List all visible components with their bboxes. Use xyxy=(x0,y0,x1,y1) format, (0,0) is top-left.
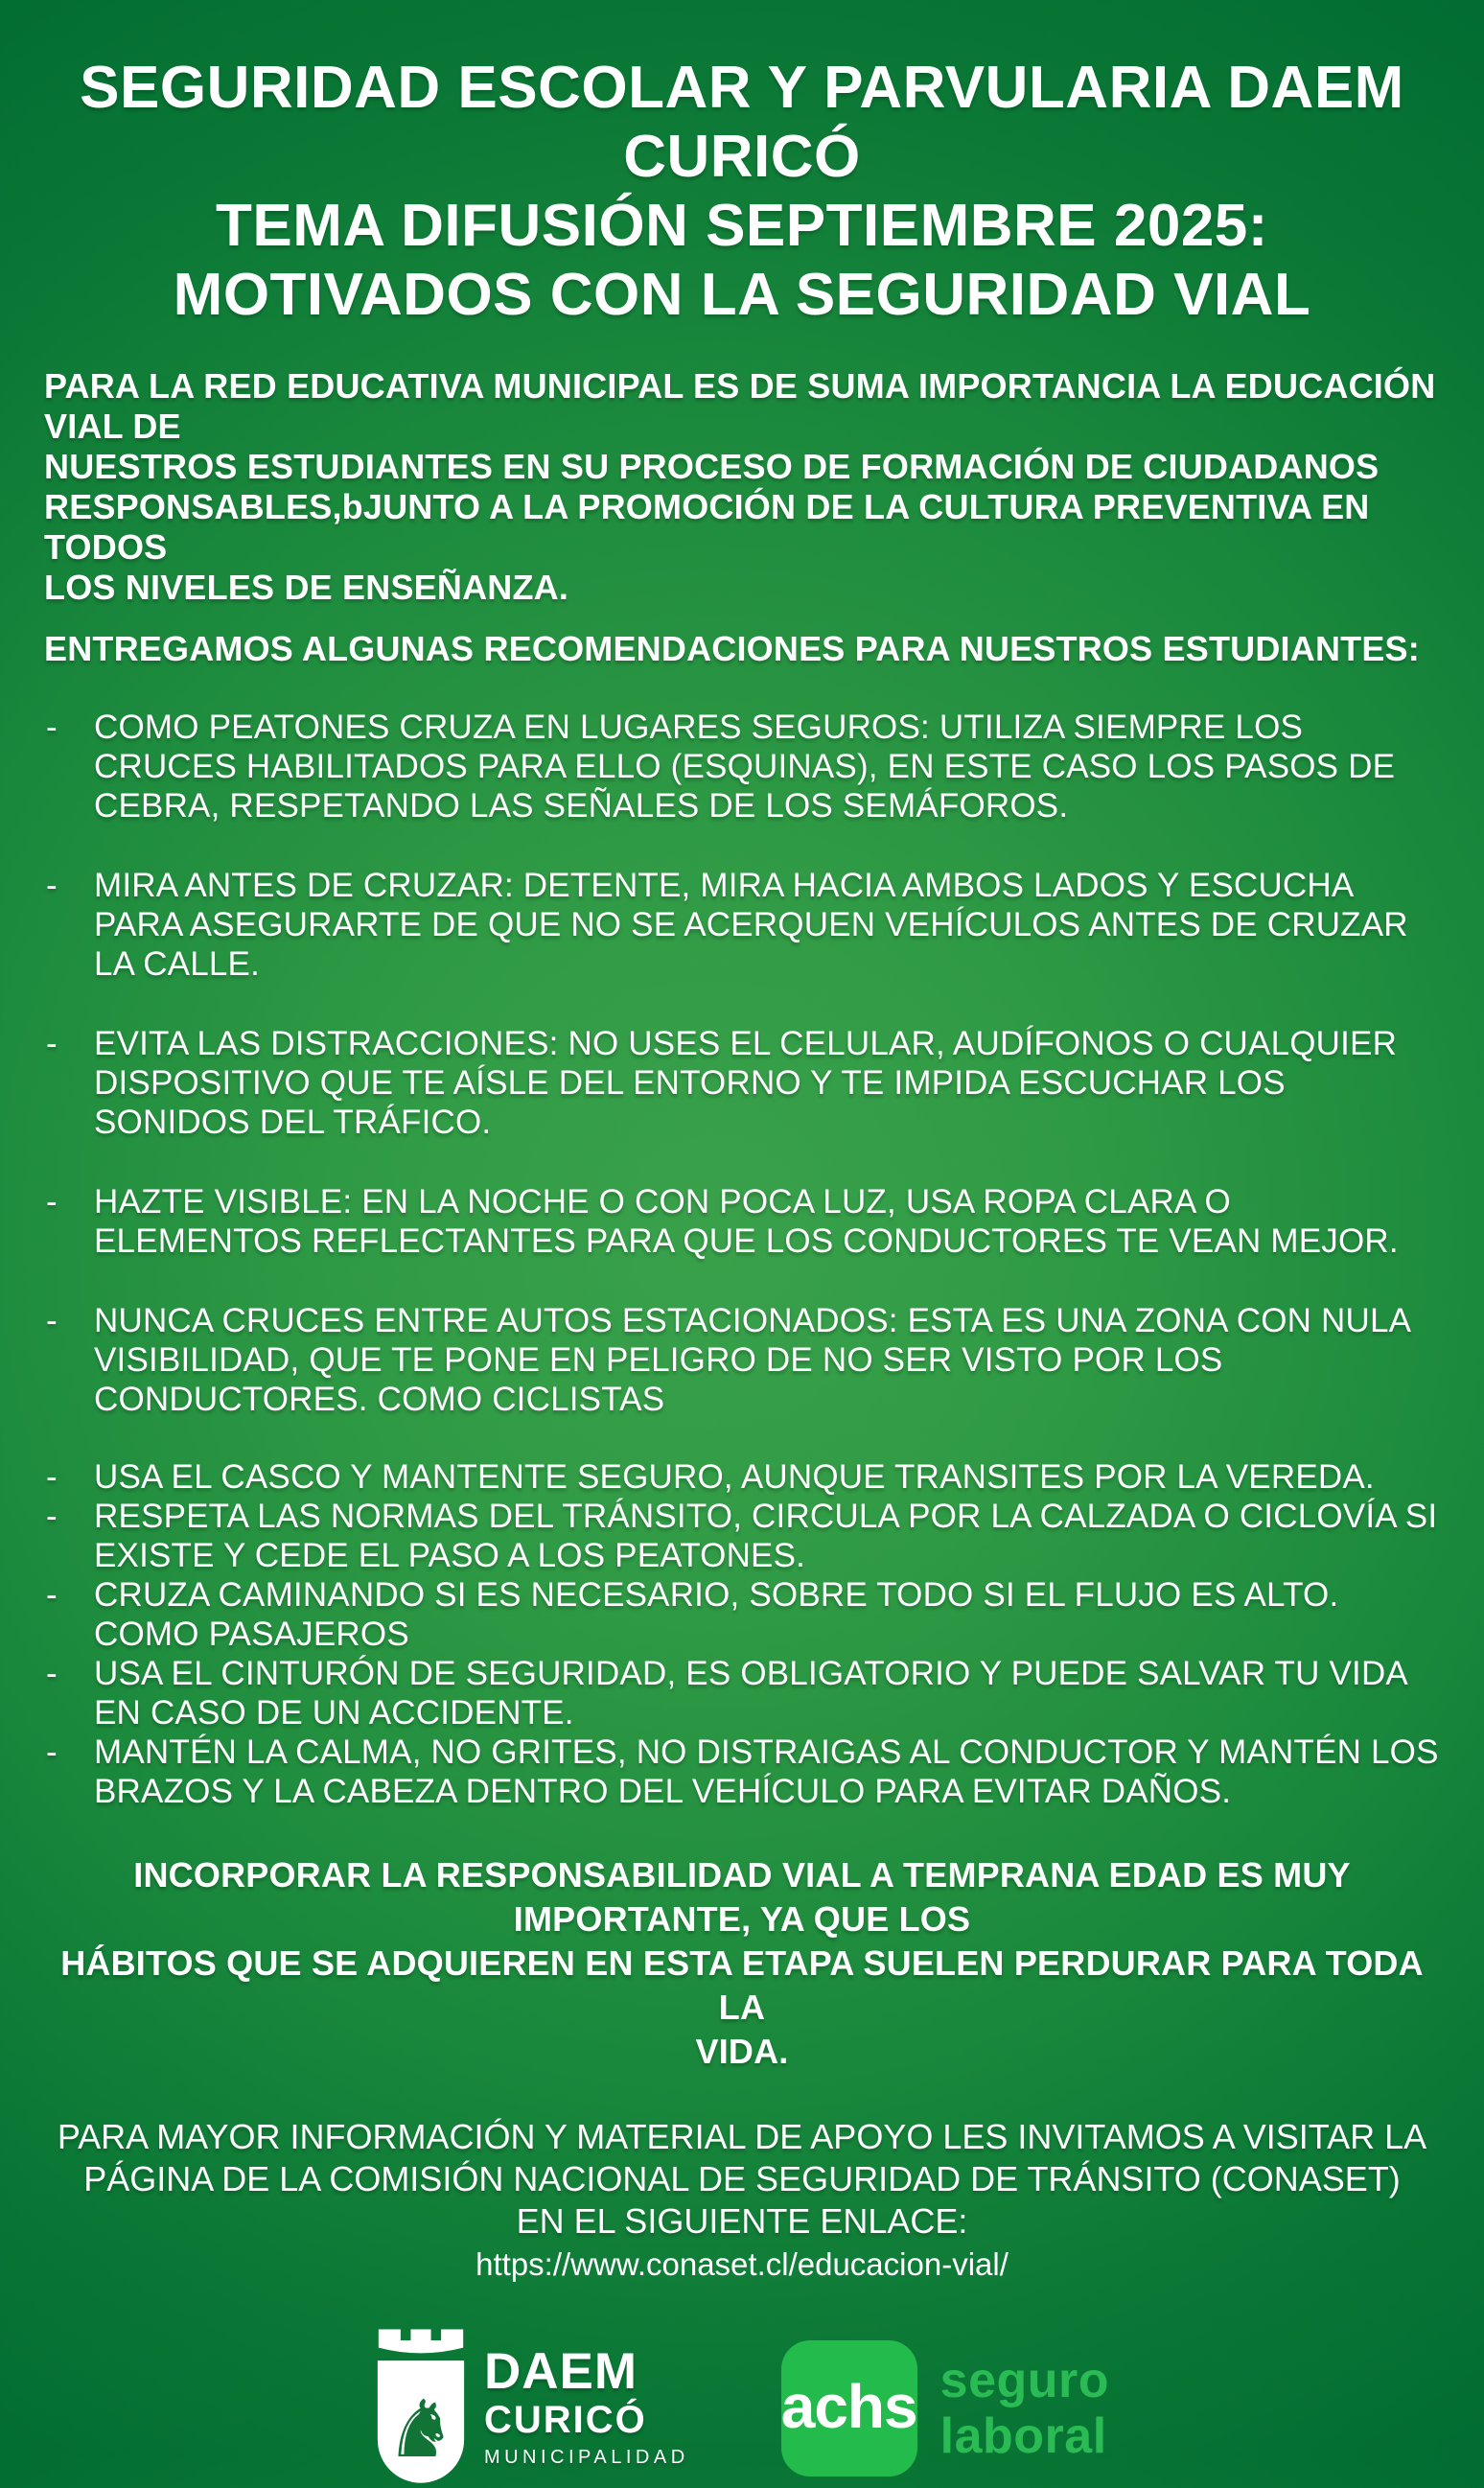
list-item xyxy=(44,1182,1440,1261)
emphasis-line: INCORPORAR LA RESPONSABILIDAD VIAL A TEMPRANA EDAD ES MUY xyxy=(133,1855,1351,1895)
list-item xyxy=(44,1732,1440,1811)
emphasis-line: VIDA. xyxy=(695,2032,789,2071)
daem-name: DAEM xyxy=(483,2342,638,2400)
bullet-text: MIRA ANTES DE CRUZAR: DETENTE, MIRA HACIA AMBOS LADOS Y ESCUCHA PARA ASEGURARTE DE QUE NO SE ACERQUEN VEHÍCULOS ANTES DE CRUZAR LA CALLE. xyxy=(94,867,1408,983)
intro-line: VIAL DE xyxy=(44,407,181,446)
intro-line: NUESTROS ESTUDIANTES EN SU PROCESO DE FORMACIÓN DE CIUDADANOS xyxy=(44,447,1380,486)
knight-horse-icon: ♞ xyxy=(384,2383,456,2476)
link-row xyxy=(44,2244,1440,2285)
conaset-link[interactable]: https://www.conaset.cl/educacion-vial/ xyxy=(475,2246,1009,2282)
bullet-text: RESPETA LAS NORMAS DEL TRÁNSITO, CIRCULA POR LA CALZADA O CICLOVÍA SI EXISTE Y CEDE EL PASO A LOS PEATONES. xyxy=(94,1498,1438,1574)
bullet-text: CRUZA CAMINANDO SI ES NECESARIO, SOBRE TODO SI EL FLUJO ES ALTO. COMO PASAJEROS xyxy=(94,1576,1339,1653)
daem-curico-logo xyxy=(375,2329,689,2488)
bullet-dash: - xyxy=(46,1458,58,1496)
recommendations-heading: ENTREGAMOS ALGUNAS RECOMENDACIONES PARA NUESTROS ESTUDIANTES: xyxy=(44,629,1420,668)
footer-logos xyxy=(44,2329,1440,2488)
daem-wordmark xyxy=(483,2342,689,2472)
emphasis-line: IMPORTANTE, YA QUE LOS xyxy=(513,1899,971,1939)
title-line-1: SEGURIDAD ESCOLAR Y PARVULARIA DAEM xyxy=(80,55,1404,121)
intro-paragraph xyxy=(44,366,1440,608)
emphasis-message xyxy=(44,1853,1440,2074)
bullet-dash: - xyxy=(46,1025,58,1062)
bullet-dash: - xyxy=(46,709,58,746)
daem-subtitle: MUNICIPALIDAD xyxy=(483,2446,689,2468)
achs-tagline-line: laboral xyxy=(939,2408,1107,2464)
intro-line: LOS NIVELES DE ENSEÑANZA. xyxy=(44,568,569,607)
more-info-text: PARA MAYOR INFORMACIÓN Y MATERIAL DE APOYO LES INVITAMOS A VISITAR LA PÁGINA DE LA COMISIÓN NACIONAL DE SEGURIDAD DE TRÁNSITO (CONASET) EN EL SIGUIENTE ENLACE: xyxy=(57,2117,1427,2241)
emphasis-line: HÁBITOS QUE SE ADQUIEREN EN ESTA ETAPA SUELEN PERDURAR PARA TODA LA xyxy=(60,1943,1424,2027)
page-title xyxy=(44,54,1440,330)
achs-tagline-line: seguro xyxy=(939,2353,1110,2408)
cyclist-passenger-tips-list xyxy=(44,1457,1440,1811)
achs-square-icon xyxy=(781,2340,917,2476)
bullet-dash: - xyxy=(46,1183,58,1221)
bullet-text: EVITA LAS DISTRACCIONES: NO USES EL CELULAR, AUDÍFONOS O CUALQUIER DISPOSITIVO QUE TE AÍSLE DEL ENTORNO Y TE IMPIDA ESCUCHAR LOS SONIDOS DEL TRÁFICO. xyxy=(94,1025,1398,1141)
title-line-2: CURICÓ xyxy=(623,124,861,190)
list-item xyxy=(44,1301,1440,1419)
list-item xyxy=(44,1575,1440,1654)
list-item xyxy=(44,708,1440,825)
bullet-text: HAZTE VISIBLE: EN LA NOCHE O CON POCA LUZ, USA ROPA CLARA O ELEMENTOS REFLECTANTES PARA QUE LOS CONDUCTORES TE VEAN MEJOR. xyxy=(94,1183,1399,1260)
bullet-dash: - xyxy=(46,1302,58,1339)
bullet-dash: - xyxy=(46,1733,58,1771)
list-item xyxy=(44,1654,1440,1732)
achs-wordmark: achs xyxy=(780,2372,917,2441)
intro-line: RESPONSABLES,bJUNTO A LA PROMOCIÓN DE LA CULTURA PREVENTIVA EN TODOS xyxy=(44,487,1370,567)
bullet-text: NUNCA CRUCES ENTRE AUTOS ESTACIONADOS: ESTA ES UNA ZONA CON NULA VISIBILIDAD, QUE TE PONE EN PELIGRO DE NO SER VISTO POR LOS CONDUCTORES. COMO CICLISTAS xyxy=(94,1302,1410,1418)
list-item xyxy=(44,1457,1440,1497)
daem-city: CURICÓ xyxy=(483,2398,647,2441)
bullet-dash: - xyxy=(46,1576,58,1614)
bullet-text: MANTÉN LA CALMA, NO GRITES, NO DISTRAIGAS AL CONDUCTOR Y MANTÉN LOS BRAZOS Y LA CABEZA DENTRO DEL VEHÍCULO PARA EVITAR DAÑOS. xyxy=(94,1733,1439,1810)
bullet-text: USA EL CINTURÓN DE SEGURIDAD, ES OBLIGATORIO Y PUEDE SALVAR TU VIDA EN CASO DE UN ACCIDENTE. xyxy=(94,1655,1407,1732)
achs-tagline xyxy=(940,2353,1109,2464)
achs-logo xyxy=(781,2340,1109,2476)
list-item xyxy=(44,1497,1440,1575)
daem-shield-knight-icon xyxy=(375,2329,467,2488)
title-line-4: MOTIVADOS CON LA SEGURIDAD VIAL xyxy=(173,262,1311,328)
bullet-text: COMO PEATONES CRUZA EN LUGARES SEGUROS: UTILIZA SIEMPRE LOS CRUCES HABILITADOS PARA ELLO (ESQUINAS), EN ESTE CASO LOS PASOS DE CEBRA, RESPETANDO LAS SEÑALES DE LOS SEMÁFOROS. xyxy=(94,709,1396,825)
bullet-dash: - xyxy=(46,1655,58,1692)
title-line-3: TEMA DIFUSIÓN SEPTIEMBRE 2025: xyxy=(216,193,1268,259)
intro-line: PARA LA RED EDUCATIVA MUNICIPAL ES DE SUMA IMPORTANCIA LA EDUCACIÓN xyxy=(44,366,1436,406)
list-item xyxy=(44,1024,1440,1142)
bullet-dash: - xyxy=(46,1498,58,1535)
bullet-dash: - xyxy=(46,867,58,904)
list-item xyxy=(44,866,1440,984)
bullet-text: USA EL CASCO Y MANTENTE SEGURO, AUNQUE TRANSITES POR LA VEREDA. xyxy=(94,1458,1375,1496)
pedestrian-tips-list xyxy=(44,708,1440,1419)
